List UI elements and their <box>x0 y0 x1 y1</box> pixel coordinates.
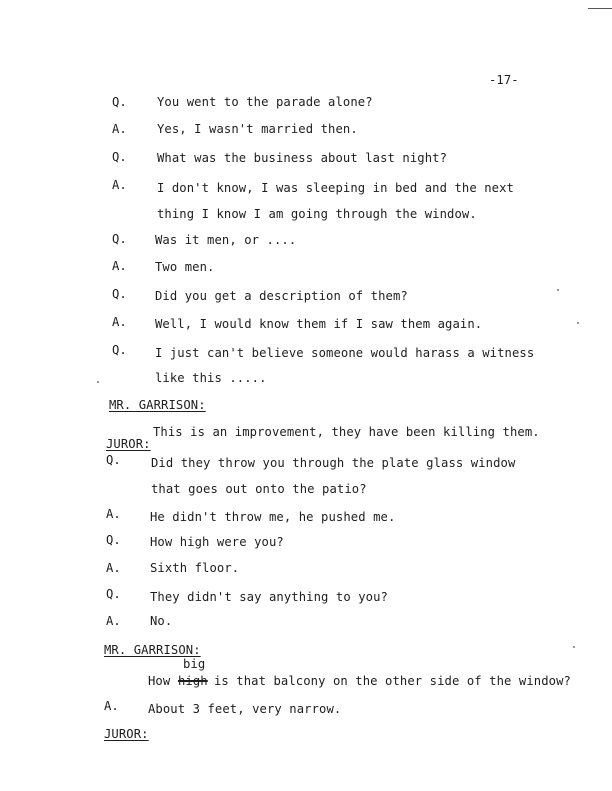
speaker-label: A. <box>112 315 127 329</box>
inserted-word: big <box>183 657 206 671</box>
line-text: They didn't say anything to you? <box>150 590 388 604</box>
line-text: You went to the parade alone? <box>157 95 373 109</box>
page-number: -17- <box>489 73 519 87</box>
speaker-heading: JUROR: <box>106 437 151 451</box>
speaker-heading: MR. GARRISON: <box>104 643 201 657</box>
speaker-label: Q. <box>106 533 121 547</box>
speaker-heading: JUROR: <box>104 727 149 741</box>
speaker-label: Q. <box>112 287 127 301</box>
line-text: Was it men, or .... <box>155 233 297 247</box>
scan-speck <box>557 289 559 291</box>
speaker-label: A. <box>106 507 121 521</box>
line-text: is that balcony on the other side of the window? <box>214 674 571 688</box>
speaker-label: A. <box>112 178 127 192</box>
speaker-label: Q. <box>106 453 121 467</box>
line-text: What was the business about last night? <box>157 151 448 165</box>
line-text: How <box>148 674 171 688</box>
speaker-label: A. <box>112 259 127 273</box>
scan-speck <box>577 322 579 324</box>
line-text: Yes, I wasn't married then. <box>157 122 358 136</box>
speaker-label: Q. <box>112 150 127 164</box>
speaker-label: A. <box>104 699 119 713</box>
speaker-label: Q. <box>112 95 127 109</box>
scan-speck <box>573 646 575 648</box>
line-text: How high were you? <box>150 535 284 549</box>
line-text: thing I know I am going through the window. <box>157 207 477 221</box>
speaker-label: A. <box>106 614 121 628</box>
line-text: Did you get a description of them? <box>155 289 408 303</box>
line-text: I just can't believe someone would harass a witness <box>155 346 535 360</box>
speaker-heading: MR. GARRISON: <box>109 398 206 412</box>
speaker-label: Q. <box>112 343 127 357</box>
corner-mark <box>588 8 612 9</box>
speaker-label: Q. <box>106 587 121 601</box>
line-text: About 3 feet, very narrow. <box>148 702 342 716</box>
line-text: Two men. <box>155 260 215 274</box>
line-text: like this ..... <box>155 371 267 385</box>
speaker-label: A. <box>112 122 127 136</box>
speaker-label: A. <box>106 561 121 575</box>
line-text: No. <box>150 614 173 628</box>
line-text: Sixth floor. <box>150 561 240 575</box>
line-text: that goes out onto the patio? <box>151 482 367 496</box>
line-text: This is an improvement, they have been killing them. <box>153 425 540 439</box>
scan-speck <box>97 381 99 383</box>
line-text: Well, I would know them if I saw them again. <box>155 317 483 331</box>
struck-word: high <box>178 674 208 688</box>
line-text: Did they throw you through the plate glass window <box>151 456 516 470</box>
line-text: I don't know, I was sleeping in bed and the next <box>157 181 514 195</box>
line-text: He didn't throw me, he pushed me. <box>150 510 396 524</box>
speaker-label: Q. <box>112 232 127 246</box>
